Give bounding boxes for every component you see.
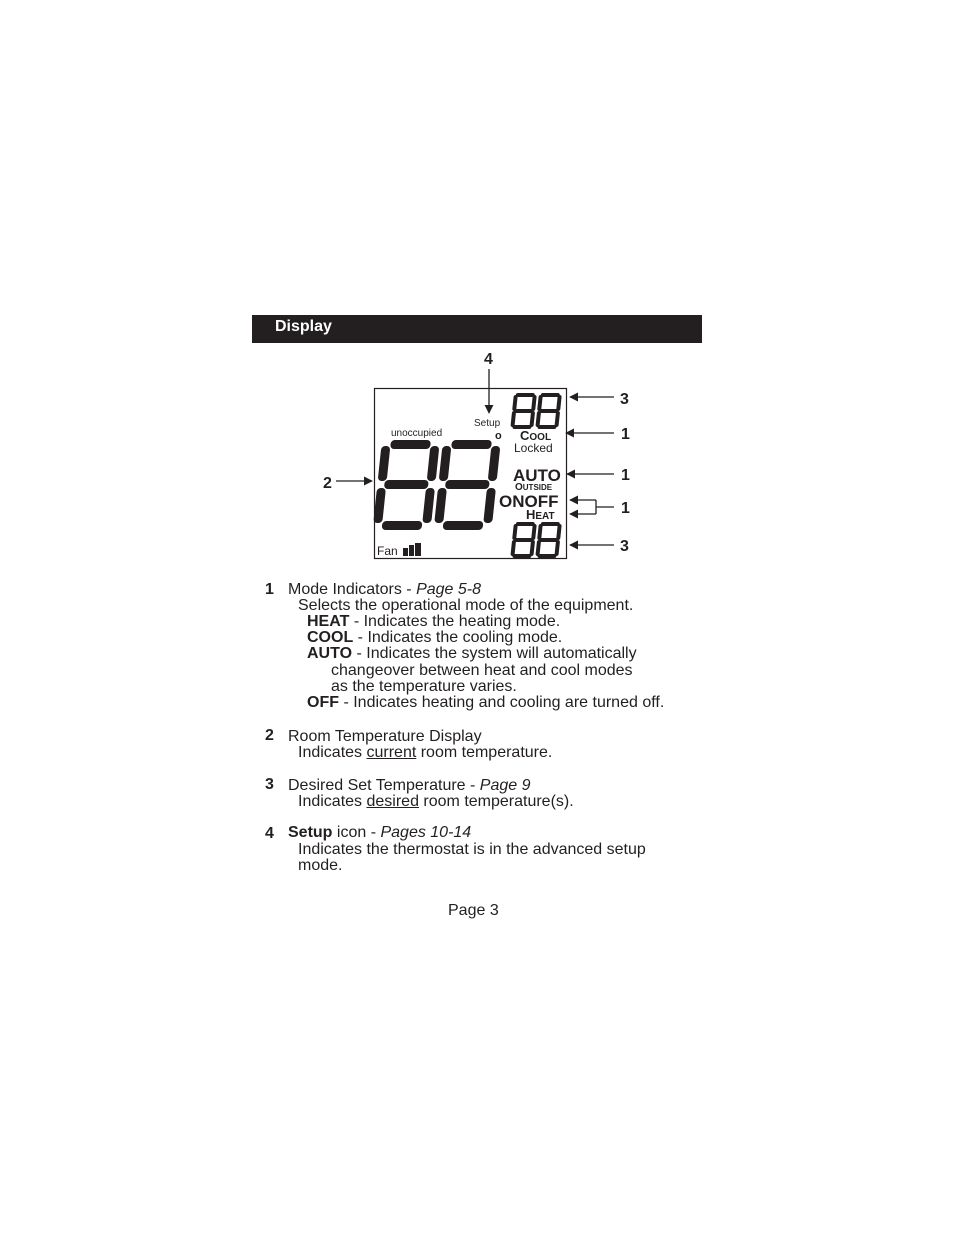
mode-off — [307, 695, 664, 711]
callout-3-bottom: 3 — [620, 538, 629, 555]
cool-rest: OOL — [529, 432, 552, 443]
item-number: 2 — [265, 727, 274, 744]
thermostat-display-diagram — [300, 345, 660, 570]
item-number: 3 — [265, 776, 274, 793]
desc-post: room temperature(s). — [418, 793, 574, 810]
heat-initial: H — [526, 507, 536, 522]
desc-underlined: desired — [366, 793, 419, 810]
item-description — [298, 745, 552, 761]
callout-1-onoff: 1 — [621, 500, 630, 517]
mode-cool-text: - Indicates the cooling mode. — [353, 629, 563, 646]
mode-auto-cont-1: changeover between heat and cool modes — [331, 662, 633, 679]
callout-1-auto: 1 — [621, 467, 630, 484]
mode-auto-text: - Indicates the system will automatically — [352, 645, 637, 662]
auto-indicator: AUTO — [513, 466, 561, 485]
cool-initial: C — [520, 428, 530, 443]
section-header-bar — [252, 315, 702, 343]
desc-pre: Indicates — [298, 793, 367, 810]
item-title-text: Mode Indicators - — [288, 581, 417, 598]
mode-off-text: - Indicates heating and cooling are turned off. — [339, 694, 665, 711]
mode-cool-name: COOL — [307, 629, 354, 646]
mode-auto — [307, 646, 637, 662]
off-indicator: OFF — [524, 492, 559, 511]
unoccupied-label: unoccupied — [391, 428, 443, 439]
item-title — [288, 778, 531, 794]
page-number: Page 3 — [448, 902, 499, 919]
item-page-ref: Page 9 — [479, 777, 531, 794]
mode-off-name: OFF — [307, 694, 339, 711]
desc-pre: Indicates — [298, 744, 367, 761]
mode-auto-cont-2: as the temperature varies. — [331, 678, 517, 695]
callout-2: 2 — [323, 475, 332, 492]
desc-underlined: current — [366, 744, 417, 761]
section-title: Display — [275, 318, 332, 335]
mode-heat-text: - Indicates the heating mode. — [349, 613, 561, 630]
fan-speed-bars-icon — [403, 543, 421, 556]
item-page-ref: Page 5-8 — [416, 581, 481, 598]
heat-rest: EAT — [535, 511, 555, 522]
item-page-ref: Pages 10-14 — [380, 824, 472, 841]
item-number: 1 — [265, 581, 274, 598]
on-indicator: ON — [499, 492, 525, 511]
room-temp-digits — [373, 440, 501, 530]
item-description: Selects the operational mode of the equipment. — [298, 597, 634, 614]
mode-auto-name: AUTO — [307, 645, 353, 662]
fan-label: Fan — [377, 544, 398, 558]
item-title-bold: Setup — [288, 824, 333, 841]
item-title: Room Temperature Display — [288, 728, 482, 745]
set-temp-bottom-digits — [512, 524, 559, 556]
item-description-1: Indicates the thermostat is in the advanced setup — [298, 841, 646, 858]
item-number: 4 — [265, 825, 274, 842]
setup-label: Setup — [474, 418, 501, 429]
mode-cool — [307, 630, 562, 646]
callout-4: 4 — [484, 351, 493, 368]
item-description-2: mode. — [298, 857, 343, 874]
item-title-text: Desired Set Temperature - — [288, 777, 480, 794]
locked-label: Locked — [514, 441, 553, 455]
mode-heat-name: HEAT — [307, 613, 350, 630]
item-title — [288, 825, 471, 841]
mode-heat — [307, 614, 560, 630]
item-title-text: icon - — [332, 824, 381, 841]
outside-initial: O — [515, 482, 523, 493]
desc-post: room temperature. — [416, 744, 553, 761]
callout-bracket-1 — [596, 500, 614, 514]
item-description — [298, 794, 574, 810]
set-temp-top-digits — [512, 395, 559, 427]
callout-1-cool: 1 — [621, 426, 630, 443]
outside-rest: UTSIDE — [522, 483, 553, 492]
callout-3-top: 3 — [620, 391, 629, 408]
item-title — [288, 582, 481, 598]
setup-dot: o — [495, 430, 502, 442]
